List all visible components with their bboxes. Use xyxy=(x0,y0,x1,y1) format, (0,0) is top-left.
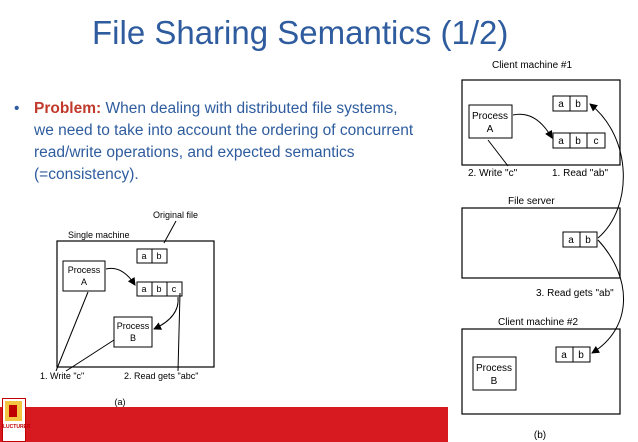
server-file-a: a xyxy=(568,235,574,246)
bullet-body: When dealing with distributed file systems, we need to take into account the ordering of concurrent read/write operations, and expected semantics (=consistency). xyxy=(34,100,414,183)
client2-label: Client machine #2 xyxy=(498,317,579,328)
bullet-problem xyxy=(14,98,420,186)
server-label: File server xyxy=(508,196,555,207)
client1-label: Client machine #1 xyxy=(492,60,573,71)
bullet-lead: Problem: xyxy=(34,100,102,117)
client1-process-a-line1: Process xyxy=(471,111,509,122)
step-write-c-b: 2. Write "c" xyxy=(468,168,518,179)
process-b-line1: Process xyxy=(116,321,150,331)
single-machine-label: Single machine xyxy=(68,230,130,240)
server-file-b: b xyxy=(585,235,591,246)
client1-cache-a: a xyxy=(558,99,564,110)
process-b-line2: B xyxy=(129,333,137,343)
file-orig-a: a xyxy=(141,251,147,261)
process-a-line1: Process xyxy=(67,265,101,275)
step-read-ab: 1. Read "ab" xyxy=(552,168,609,179)
emblem-icon xyxy=(5,401,22,421)
client2-cache-a: a xyxy=(561,350,567,361)
file-new-c: c xyxy=(171,284,177,294)
client2-process-b-line2: B xyxy=(490,376,498,387)
step-read-abc: 2. Read gets "abc" xyxy=(124,371,199,381)
caption-b: (b) xyxy=(533,430,547,441)
original-file-label: Original file xyxy=(153,210,199,220)
client1-cache-new-c: c xyxy=(593,136,599,147)
figure-a xyxy=(28,205,228,410)
single-machine-box xyxy=(57,241,214,367)
client2-process-b-line1: Process xyxy=(475,363,513,374)
footer-bar xyxy=(0,407,448,442)
caption-a: (a) xyxy=(114,397,126,407)
bullet-text xyxy=(20,98,420,186)
figure-b xyxy=(448,58,638,442)
client1-cache-new-b: b xyxy=(575,136,581,147)
file-orig-b: b xyxy=(156,251,162,261)
client1-cache-new-a: a xyxy=(558,136,564,147)
file-new-b: b xyxy=(156,284,162,294)
file-new-a: a xyxy=(141,284,147,294)
client2-cache-b: b xyxy=(578,350,584,361)
slide-title: File Sharing Semantics (1/2) xyxy=(92,14,509,51)
bullet-dot: • xyxy=(14,100,20,117)
client1-process-a-line2: A xyxy=(486,124,494,135)
logo-text: LUCTURER xyxy=(3,424,31,430)
logo xyxy=(2,398,31,442)
step-write-c: 1. Write "c" xyxy=(40,371,85,381)
step-read-gets-ab: 3. Read gets "ab" xyxy=(536,288,614,299)
process-a-line2: A xyxy=(80,277,88,287)
client1-cache-b: b xyxy=(575,99,581,110)
